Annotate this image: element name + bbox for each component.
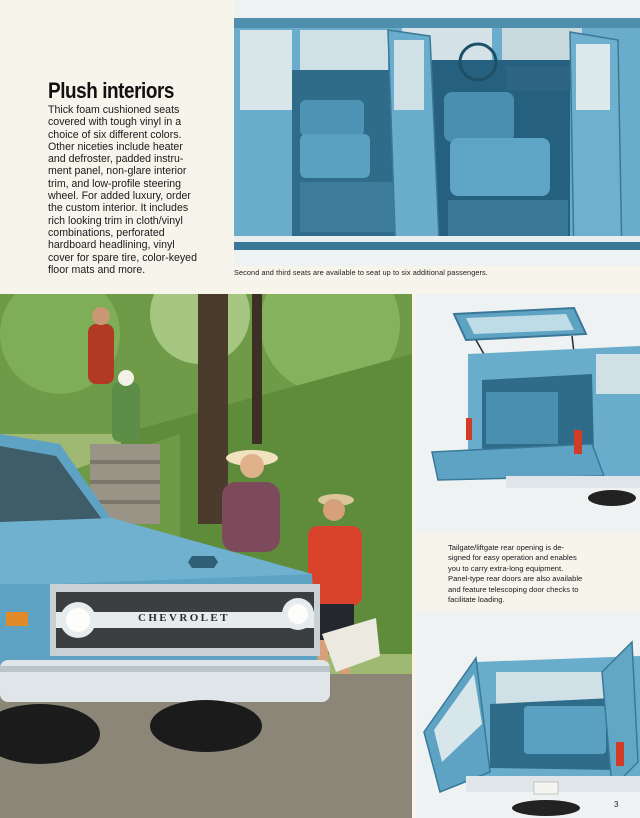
- body-line: rich looking trim in cloth/vinyl: [48, 214, 183, 227]
- interior-caption: Second and third seats are available to seat up to six additional passengers.: [234, 268, 488, 277]
- body-line: floor mats and more.: [48, 263, 146, 276]
- family-truck-photo: [0, 294, 412, 818]
- body-line: trim, and low-profile steering: [48, 177, 182, 190]
- rear-doors-photo: [416, 612, 640, 818]
- page-headline: Plush interiors: [48, 78, 175, 103]
- caption-line: Panel-type rear doors are also available: [448, 574, 583, 584]
- tailgate-photo: [416, 294, 640, 532]
- caption-line: and feature telescoping door checks to: [448, 584, 579, 594]
- body-line: Thick foam cushioned seats: [48, 104, 180, 116]
- body-line: cover for spare tire, color-keyed: [48, 251, 197, 264]
- body-line: ment panel, non-glare interior: [48, 165, 187, 178]
- caption-line: facilitate loading.: [448, 595, 505, 605]
- body-line: hardboard headlining, vinyl: [48, 239, 175, 252]
- caption-line: Tailgate/liftgate rear opening is de-: [448, 543, 565, 552]
- body-line: choice of six different colors.: [48, 128, 182, 141]
- caption-line: you to carry extra-long equipment.: [448, 563, 564, 573]
- tailgate-caption: [448, 543, 610, 605]
- body-line: and defroster, padded instru-: [48, 153, 184, 166]
- page-number: 3: [614, 800, 619, 809]
- body-line: combinations, perforated: [48, 226, 165, 239]
- grille-badge: CHEVROLET: [138, 612, 230, 624]
- interior-seats-photo: [234, 0, 640, 266]
- caption-line: signed for easy operation and enables: [448, 553, 577, 563]
- body-line: Other niceties include heater: [48, 140, 183, 153]
- body-line: covered with tough vinyl in a: [48, 116, 182, 129]
- body-copy: [48, 104, 226, 276]
- body-line: the custom interior. It includes: [48, 202, 189, 215]
- body-line: wheel. For added luxury, order: [48, 190, 191, 203]
